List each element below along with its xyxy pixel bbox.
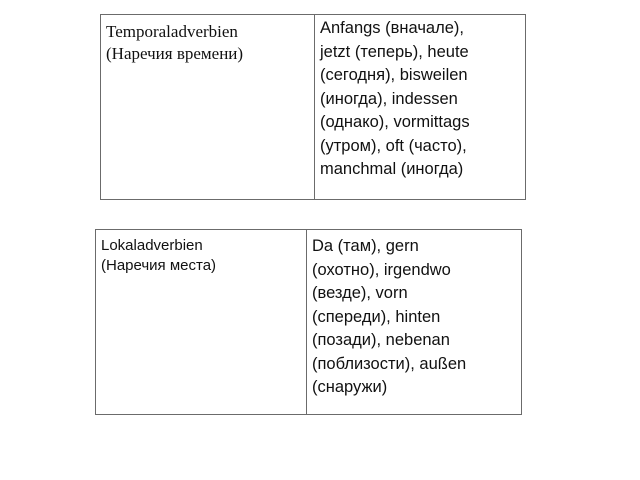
temporal-term-cell <box>101 15 315 200</box>
local-examples-cell <box>307 230 522 415</box>
example-line: (везде), vorn <box>312 284 408 302</box>
local-term-cell <box>96 230 307 415</box>
example-line: (снаружи) <box>312 378 388 396</box>
example-line: jetzt (теперь), heute <box>320 42 469 61</box>
example-line: (утром), oft (часто), <box>320 136 467 155</box>
example-line: (сегодня), bisweilen <box>320 66 468 84</box>
table-row <box>96 230 522 415</box>
example-line: (спереди), hinten <box>312 307 441 326</box>
example-line: (поблизости), außen <box>312 354 467 373</box>
example-line: (иногда), indessen <box>320 89 458 108</box>
local-term-russian: (Наречия места) <box>101 257 217 274</box>
table-row <box>101 15 526 200</box>
temporal-term-russian: (Наречия времени) <box>106 44 244 63</box>
example-line: (однако), vormittags <box>320 113 470 131</box>
temporal-adverbs-table <box>100 14 526 200</box>
local-adverbs-table <box>95 229 522 415</box>
example-line: Anfangs (вначале), <box>320 19 464 37</box>
temporal-examples-cell <box>315 15 526 200</box>
temporal-term-german: Temporaladverbien <box>106 22 238 41</box>
example-line: (позади), nebenan <box>312 331 450 349</box>
example-line: Da (там), gern <box>312 237 419 255</box>
local-term-german: Lokaladverbien <box>101 237 203 254</box>
example-line: (охотно), irgendwo <box>312 260 451 279</box>
example-line: manchmal (иногда) <box>320 160 464 178</box>
